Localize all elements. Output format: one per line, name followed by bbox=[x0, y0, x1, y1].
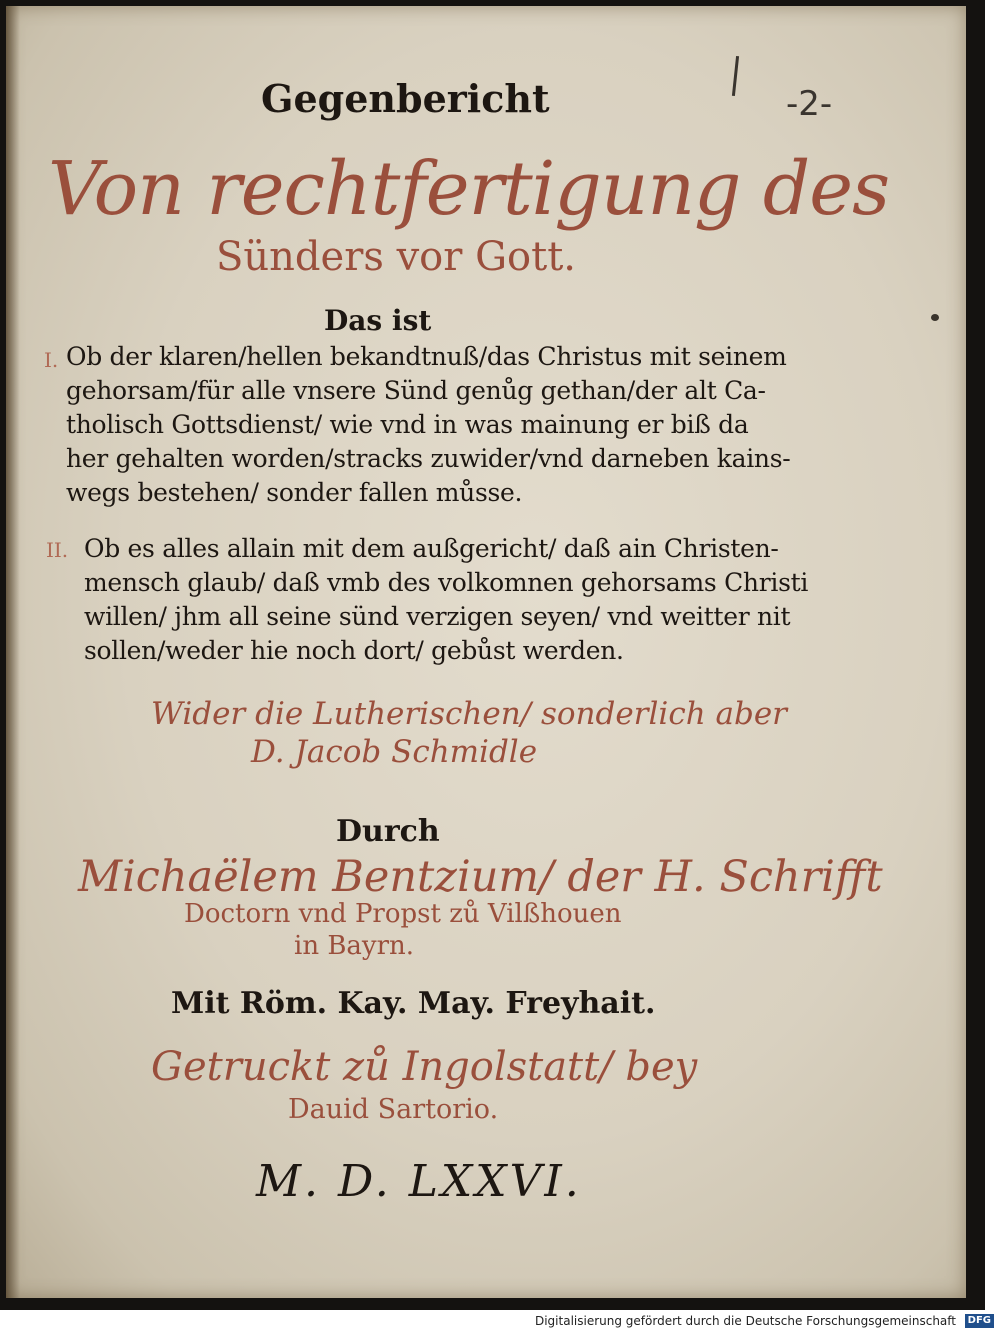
question-1-line: her gehalten worden/stracks zuwider/vnd darneben kains- bbox=[66, 444, 791, 473]
question-2-line: mensch glaub/ daß vmb des volkomnen gehorsams Christi bbox=[84, 568, 809, 597]
by-label: Durch bbox=[336, 814, 440, 849]
question-2-line: willen/ jhm all seine sünd verzigen seyen/ vnd weitter nit bbox=[84, 602, 791, 631]
pencil-mark bbox=[732, 56, 739, 96]
question-1-line: Ob der klaren/hellen bekandtnuß/das Christus mit seinem bbox=[66, 342, 787, 371]
imprint-line-1: Getruckt zů Ingolstatt/ bey bbox=[151, 1044, 698, 1090]
question-1-line: tholisch Gottsdienst/ wie vnd in was mainung er biß da bbox=[66, 410, 749, 439]
question-1-line: gehorsam/für alle vnsere Sünd genůg gethan/der alt Ca- bbox=[66, 376, 766, 405]
privilege-line: Mit Röm. Kay. May. Freyhait. bbox=[171, 986, 656, 1021]
question-2-number: II. bbox=[46, 538, 69, 562]
subtitle-line-2: Sünders vor Gott. bbox=[216, 234, 576, 280]
ink-speck bbox=[931, 314, 939, 321]
page-spine-shadow bbox=[6, 6, 20, 1298]
author-title-line-1: Doctorn vnd Propst zů Vilßhouen bbox=[184, 899, 622, 929]
question-1-number: I. bbox=[44, 348, 59, 372]
subtitle-line-1: Von rechtfertigung des bbox=[48, 146, 890, 232]
funding-notice: Digitalisierung gefördert durch die Deutsche Forschungsgemeinschaft bbox=[534, 1314, 956, 1328]
footer-bar bbox=[0, 1310, 1000, 1333]
book-title: Gegenbericht bbox=[261, 76, 550, 121]
shelf-mark: -2- bbox=[786, 84, 833, 124]
author-title-line-2: in Bayrn. bbox=[294, 931, 415, 961]
against-line-2: D. Jacob Schmidle bbox=[251, 734, 538, 770]
question-1-line: wegs bestehen/ sonder fallen můsse. bbox=[66, 478, 523, 507]
against-line-1: Wider die Lutherischen/ sonderlich aber bbox=[151, 696, 787, 732]
publication-year: M. D. LXXVI. bbox=[256, 1156, 582, 1207]
intro-heading: Das ist bbox=[324, 304, 432, 337]
question-2-line: Ob es alles allain mit dem außgericht/ daß ain Christen- bbox=[84, 534, 779, 563]
dfg-logo-icon: DFG bbox=[965, 1314, 994, 1328]
author-name: Michaëlem Bentzium/ der H. Schrifft bbox=[78, 852, 883, 902]
question-2-line: sollen/weder hie noch dort/ gebůst werden. bbox=[84, 636, 624, 665]
imprint-line-2: Dauid Sartorio. bbox=[288, 1094, 499, 1125]
title-page bbox=[6, 6, 966, 1298]
